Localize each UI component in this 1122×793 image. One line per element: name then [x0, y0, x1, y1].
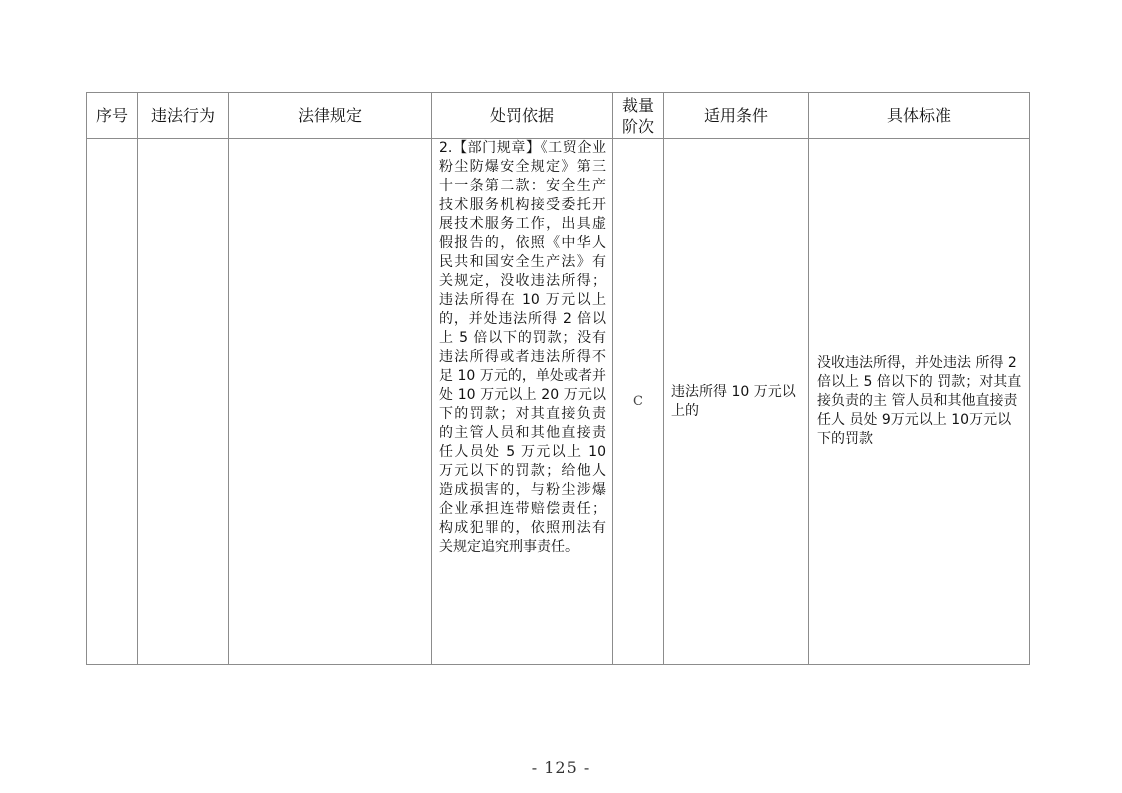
header-condition: 适用条件	[664, 93, 809, 139]
header-level: 裁量 阶次	[613, 93, 664, 139]
header-violation: 违法行为	[138, 93, 229, 139]
header-standard: 具体标准	[809, 93, 1030, 139]
cell-basis: 2.【部门规章】《工贸企业粉尘防爆安全规定》第三十一条第二款：安全生产技术服务机构接受委托开展技术服务工作，出具虚假报告的，依照《中华人民共和国安全生产法》有关规定，没收违法所得；违法所得在 10 万元以上的，并处违法所得 2 倍以上 5 倍以下的罚款；没有违法所得或者违法所得不足 10 万元的，单处或者并处 10 万元以上 20 万元以下的罚款；对其直接负责的主管人员和其他直接责任人员处 5 万元以上 10 万元以下的罚款；给他人造成损害的，与粉尘涉爆企业承担连带赔偿责任；构成犯罪的，依照刑法有关规定追究刑事责任。	[432, 139, 613, 665]
cell-violation	[138, 139, 229, 665]
header-basis: 处罚依据	[432, 93, 613, 139]
header-law: 法律规定	[229, 93, 432, 139]
table-row	[87, 139, 1030, 665]
cell-level: C	[613, 139, 664, 665]
header-index: 序号	[87, 93, 138, 139]
table-header-row	[87, 93, 1030, 139]
cell-condition: 违法所得 10 万元以上的	[664, 139, 809, 665]
cell-law	[229, 139, 432, 665]
page-number: - 125 -	[531, 758, 591, 777]
penalty-table	[86, 92, 1030, 665]
cell-index	[87, 139, 138, 665]
cell-standard: 没收违法所得，并处违法 所得 2 倍以上 5 倍以下的 罚款；对其直接负责的主 管人员和其他直接责任人 员处 9万元以上 10万元以 下的罚款	[809, 139, 1030, 665]
